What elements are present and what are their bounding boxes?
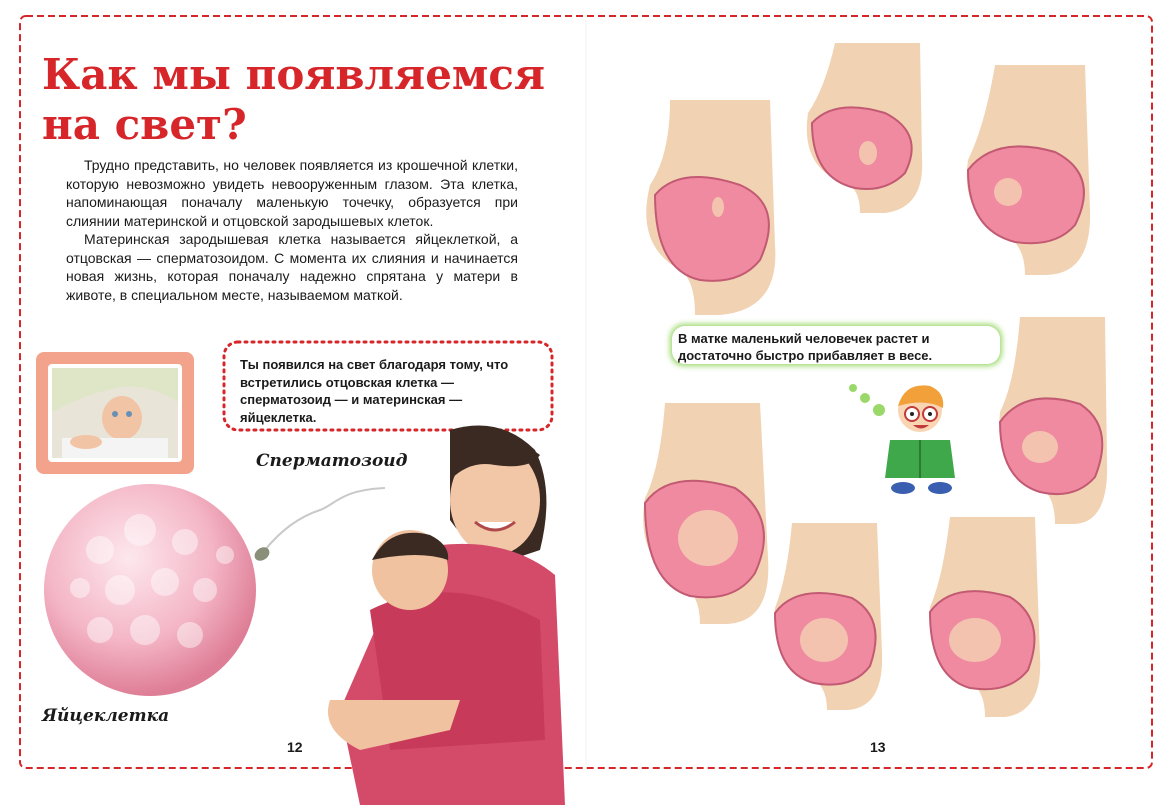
- title-line-1: Как мы появляемся: [42, 50, 545, 99]
- belly-stage-3: [960, 60, 1105, 280]
- body-text: [66, 156, 518, 304]
- reading-boy-illustration: [845, 380, 960, 500]
- belly-stage-4: [995, 312, 1115, 530]
- baby-photo-card: [36, 352, 194, 474]
- belly-stage-1: [640, 95, 790, 320]
- page-number-right: 13: [870, 739, 886, 755]
- speech-text: В матке маленький человечек растет и достаточно быстро прибавляет в весе.: [678, 331, 933, 363]
- callout-text: Ты появился на свет благодаря тому, что встретились отцовская клетка — сперматозоид — и материнская — яйцеклетка.: [240, 357, 509, 425]
- mother-with-baby-photo: [300, 410, 570, 805]
- paragraph-2: Материнская зародышевая клетка называется яйцеклеткой, а отцовская — сперматозоидом. С момента их слияния и начинается новая жизнь, которая поначалу надежно спрятана у матери в животе, в специальном месте, называемом маткой.: [66, 231, 518, 303]
- belly-stage-5: [640, 398, 780, 630]
- page-title: [42, 50, 545, 150]
- title-line-2: на свет?: [42, 100, 247, 149]
- baby-face: [102, 396, 142, 440]
- page-number-left: 12: [287, 739, 303, 755]
- egg-label: Яйцеклетка: [42, 706, 170, 726]
- paragraph-1: Трудно представить, но человек появляется из крошечной клетки, которую невозможно увидеть невооруженным глазом. Эта клетка, напоминающая поначалу маленькую точечку, образуется при слиянии материнской и отцовской зародышевых клеток.: [66, 157, 518, 229]
- belly-stage-7: [925, 512, 1050, 722]
- sperm-label: Сперматозоид: [256, 451, 408, 471]
- belly-stage-6: [772, 518, 892, 716]
- belly-stage-2: [800, 38, 930, 218]
